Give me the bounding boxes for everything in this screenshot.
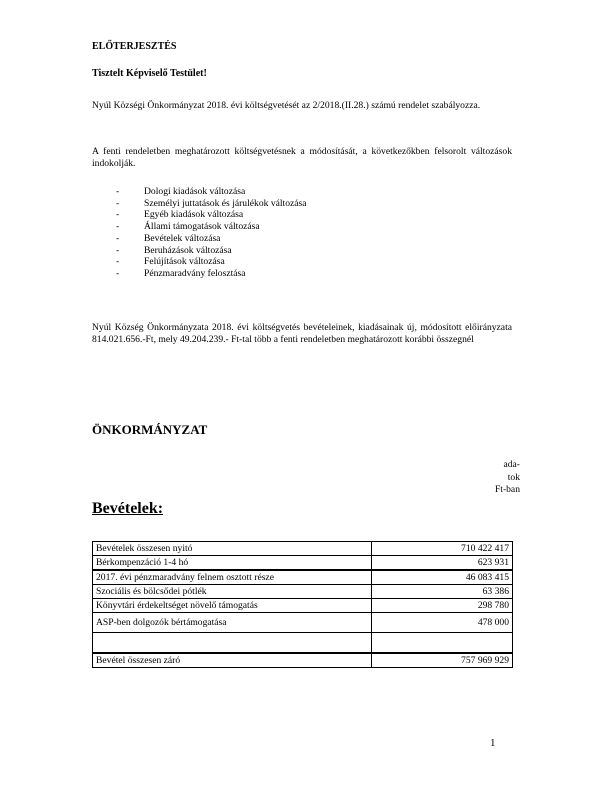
section-title: ÖNKORMÁNYZAT (92, 422, 208, 437)
changes-list (116, 186, 307, 280)
row-value: 46 083 415 (372, 570, 513, 585)
greeting: Tisztelt Képviselő Testület! (92, 68, 207, 79)
table-row (93, 570, 513, 585)
subsection-title: Bevételek: (92, 500, 164, 517)
row-label: Bérkompenzáció 1-4 hó (93, 556, 372, 571)
row-value: 478 000 (372, 613, 513, 633)
row-label: Szociális és bölcsődei pótlék (93, 585, 372, 599)
list-item: - Dologi kiadások változása (116, 186, 246, 197)
list-item: - Személyi juttatások és járulékok változása (116, 197, 307, 209)
row-value: 298 780 (372, 599, 513, 613)
row-value: 623 931 (372, 556, 513, 571)
table-row (93, 542, 513, 556)
row-value (372, 633, 513, 654)
list-item: - Felújítások változása (116, 256, 225, 268)
list-item: - Beruházások változása (116, 244, 232, 256)
row-value: 63 386 (372, 585, 513, 599)
row-value: 757 969 929 (372, 653, 513, 668)
row-label: Bevételek összesen nyitó (93, 542, 372, 556)
unit-note: ada- tok Ft-ban (494, 459, 520, 495)
list-item: - Bevételek változása (116, 232, 221, 244)
reason-paragraph: A fenti rendeletben meghatározott költségvetésnek a módosítását, a következőkben felsorolt változások indokolják. (92, 146, 512, 169)
row-label: 2017. évi pénzmaradvány felnem osztott része (93, 570, 372, 585)
table-row (93, 556, 513, 571)
table-row (93, 613, 513, 633)
row-label: ASP-ben dolgozók bértámogatása (93, 613, 372, 633)
row-label: Könyvtári érdekeltséget növelő támogatás (93, 599, 372, 613)
intro-paragraph: Nyúl Községi Önkormányzat 2018. évi költségvetését az 2/2018.(II.28.) számú rendelet szabályozza. (92, 100, 481, 111)
list-item: - Állami támogatások változása (116, 221, 260, 233)
document-header: ELŐTERJESZTÉS (92, 41, 177, 52)
row-value: 710 422 417 (372, 542, 513, 556)
budget-summary-paragraph: Nyúl Község Önkormányzata 2018. évi költségvetés bevételeinek, kiadásainak új, módosított előirányzata 814.021.656.-Ft, mely 49.204.239.- Ft-tal több a fenti rendeletben meghatározott korábbi összegnél (92, 322, 512, 345)
table-row-total (93, 653, 513, 668)
list-item: - Egyéb kiadások változása (116, 209, 244, 221)
table-row (93, 599, 513, 613)
page-number: 1 (490, 737, 496, 749)
row-label (93, 633, 372, 654)
list-item: - Pénzmaradvány felosztása (116, 267, 246, 279)
revenue-table (92, 541, 513, 668)
table-row (93, 585, 513, 599)
row-label: Bevétel összesen záró (93, 653, 372, 668)
table-row-empty (93, 633, 513, 654)
